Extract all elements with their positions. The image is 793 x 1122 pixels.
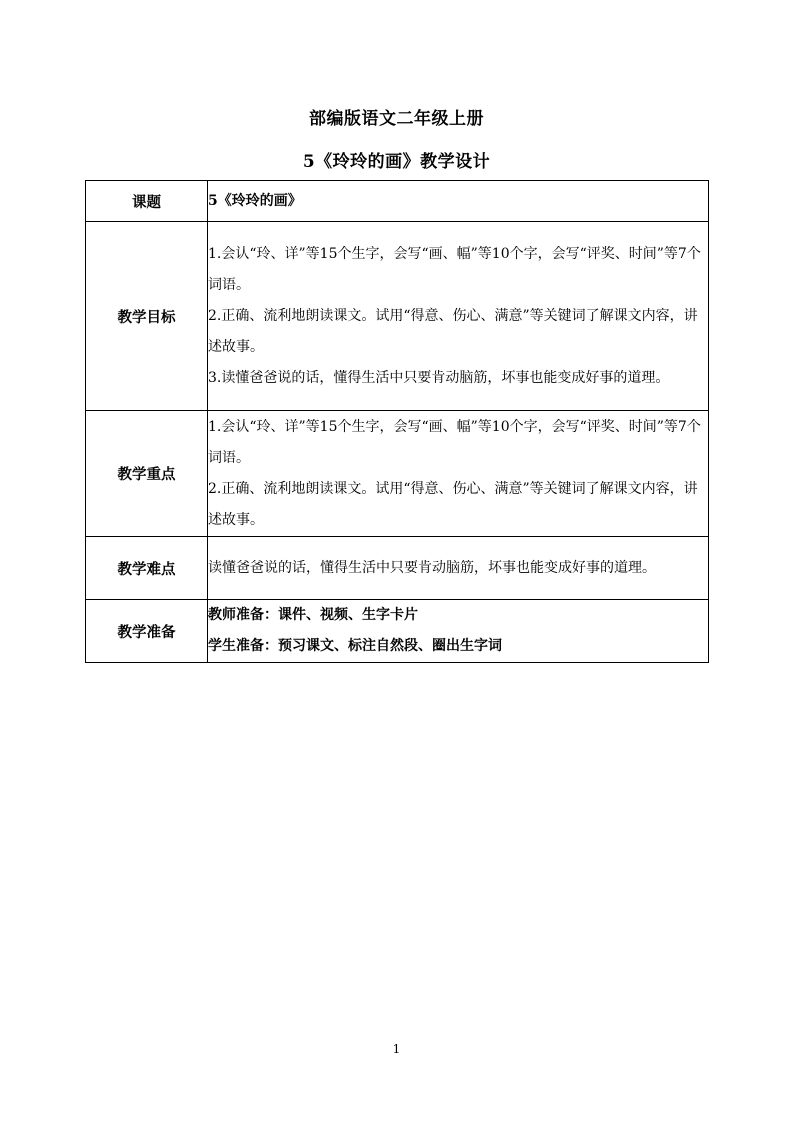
goal-item: 2.正确、流利地朗读课文。试用“得意、伤心、满意”等关键词了解课文内容，讲述故事。 xyxy=(208,307,698,355)
teacher-preparation: 教师准备：课件、视频、生字卡片 xyxy=(208,607,418,623)
preparation-label: 教学准备 xyxy=(86,600,208,663)
difficulty-content xyxy=(208,537,709,600)
focus-item: 1.会认“玲、详”等15个生字，会写“画、幅”等10个字，会写“评奖、时间”等7个词语。 xyxy=(208,418,701,466)
lesson-plan-table xyxy=(85,180,709,663)
goals-label: 教学目标 xyxy=(86,222,208,411)
preparation-content xyxy=(208,600,709,663)
document-subtitle: 5《玲玲的画》教学设计 xyxy=(302,152,491,172)
focus-content xyxy=(208,411,709,537)
table-row-goals xyxy=(86,222,709,411)
difficulty-text: 读懂爸爸说的话，懂得生活中只要肯动脑筋，坏事也能变成好事的道理。 xyxy=(208,559,656,576)
goal-item: 1.会认“玲、详”等15个生字，会写“画、幅”等10个字，会写“评奖、时间”等7个词语。 xyxy=(208,245,701,293)
table-row-topic xyxy=(86,181,709,222)
focus-item: 2.正确、流利地朗读课文。试用“得意、伤心、满意”等关键词了解课文内容，讲述故事。 xyxy=(208,480,698,528)
page-number: 1 xyxy=(392,1042,401,1056)
table-row-difficulty xyxy=(86,537,709,600)
goals-content xyxy=(208,222,709,411)
student-preparation: 学生准备：预习课文、标注自然段、圈出生字词 xyxy=(208,638,502,654)
topic-label: 课题 xyxy=(86,181,208,222)
topic-value: 5《玲玲的画》 xyxy=(208,181,709,222)
focus-label: 教学重点 xyxy=(86,411,208,537)
document-title: 部编版语文二年级上册 xyxy=(309,109,484,129)
difficulty-label: 教学难点 xyxy=(86,537,208,600)
goal-item: 3.读懂爸爸说的话，懂得生活中只要肯动脑筋，坏事也能变成好事的道理。 xyxy=(208,369,670,386)
table-row-focus xyxy=(86,411,709,537)
table-row-preparation xyxy=(86,600,709,663)
